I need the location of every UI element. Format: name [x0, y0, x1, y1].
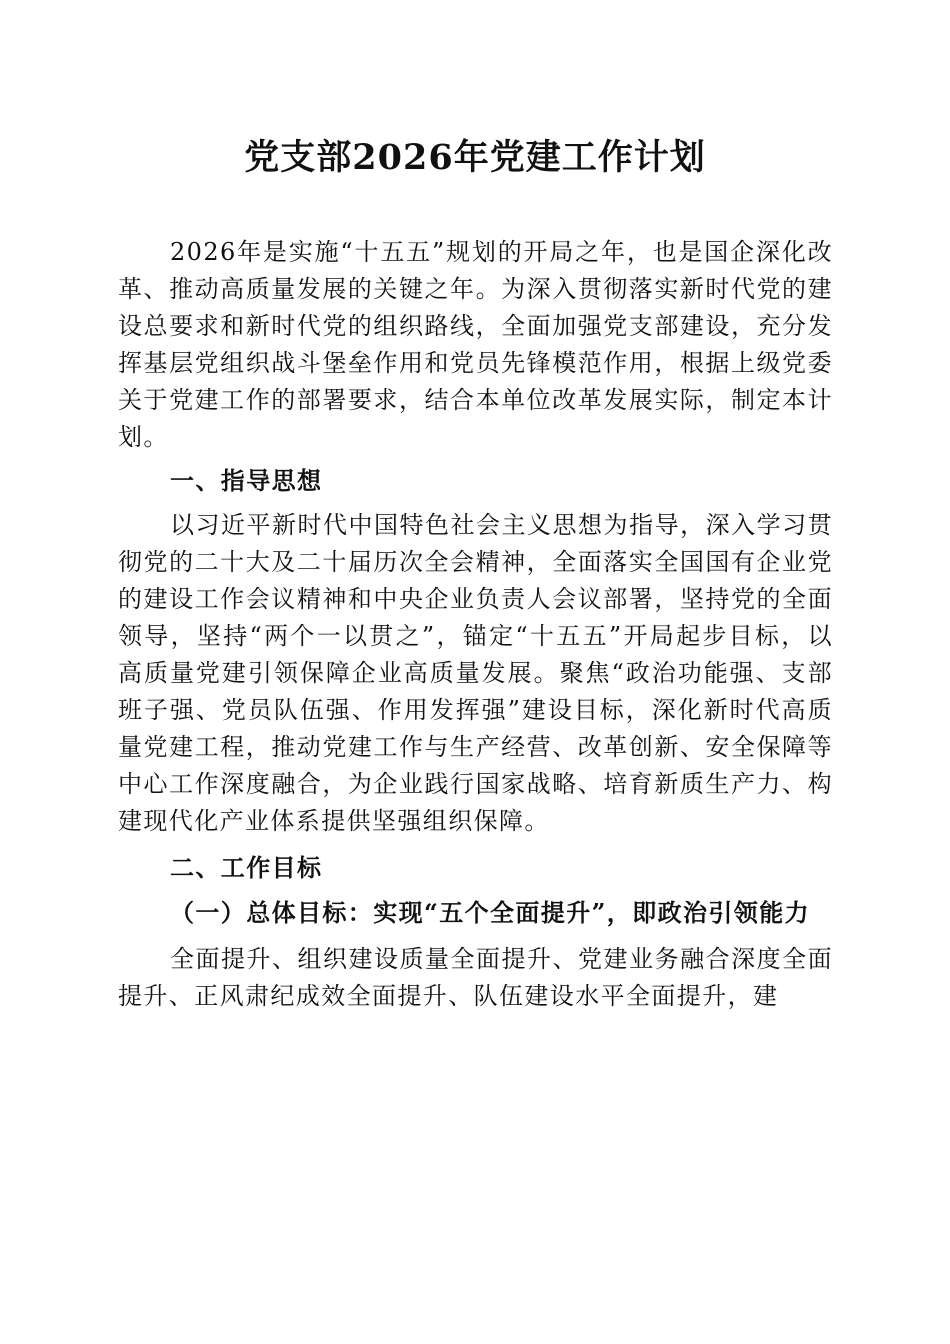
section-heading-work-goals: 二、工作目标 [170, 854, 323, 882]
document-title: 党支部2026年党建工作计划 [244, 137, 706, 178]
section-heading-guiding-ideology: 一、指导思想 [170, 467, 323, 495]
overall-goal-subheading: （一）总体目标：实现“五个全面提升”，即政治引领能力 [170, 898, 811, 927]
work-goals-paragraph: 全面提升、组织建设质量全面提升、党建业务融合深度全面提升、正风肃纪成效全面提升、队伍建设水平全面提升，建 [118, 945, 833, 1010]
document-body [118, 234, 833, 1015]
intro-paragraph: 2026年是实施“十五五”规划的开局之年，也是国企深化改革、推动高质量发展的关键之年。为深入贯彻落实新时代党的建设总要求和新时代党的组织路线，全面加强党支部建设，充分发挥基层党组织战斗堡垒作用和党员先锋模范作用，根据上级党委关于党建工作的部署要求，结合本单位改革发展实际，制定本计划。 [118, 238, 833, 451]
guiding-ideology-paragraph: 以习近平新时代中国特色社会主义思想为指导，深入学习贯彻党的二十大及二十届历次全会精神，全面落实全国国有企业党的建设工作会议精神和中央企业负责人会议部署，坚持党的全面领导，坚持“两个一以贯之”，锚定“十五五”开局起步目标，以高质量党建引领保障企业高质量发展。聚焦“政治功能强、支部班子强、党员队伍强、作用发挥强”建设目标，深化新时代高质量党建工程，推动党建工作与生产经营、改革创新、安全保障等中心工作深度融合，为企业践行国家战略、培育新质生产力、构建现代化产业体系提供坚强组织保障。 [118, 511, 833, 835]
